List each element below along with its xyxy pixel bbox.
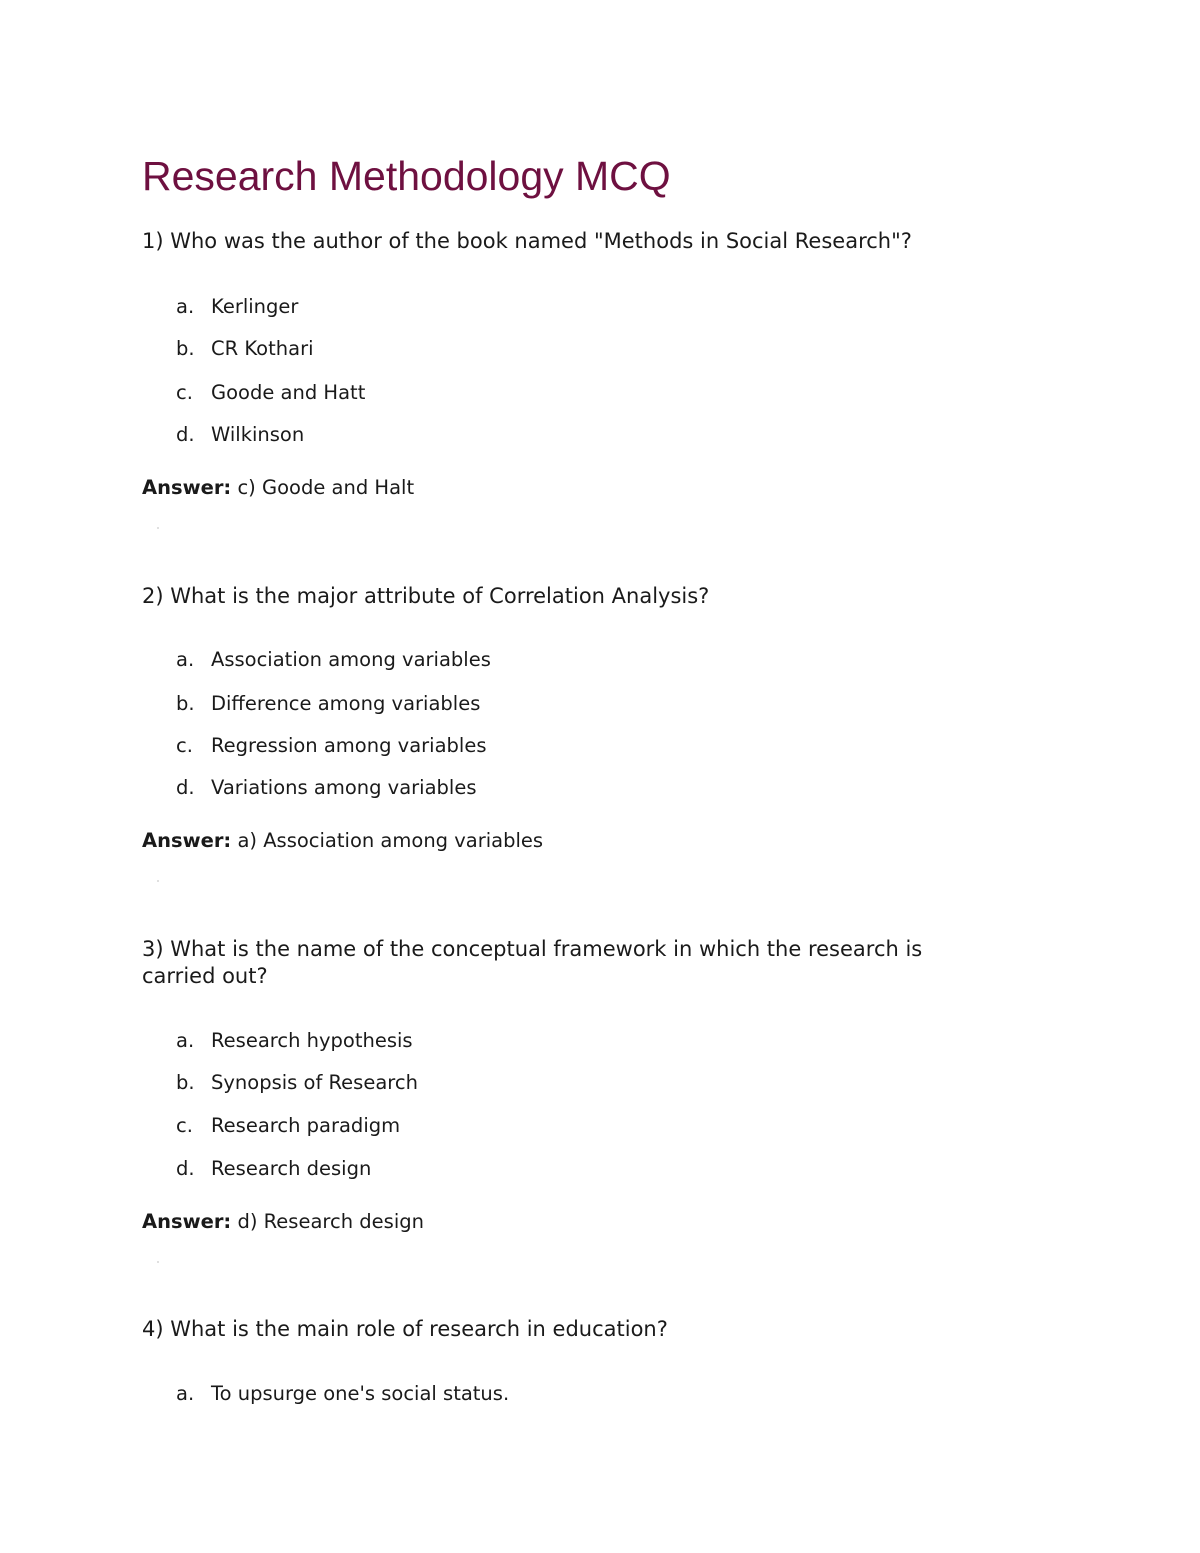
- option-letter: c.: [176, 381, 193, 404]
- question-3-option-b: [176, 1070, 418, 1096]
- separator-dot: [157, 880, 159, 882]
- question-3-option-d: [176, 1156, 371, 1182]
- option-letter: a.: [176, 1029, 195, 1052]
- answer-text: d) Research design: [237, 1210, 424, 1233]
- question-1-option-b: [176, 336, 314, 362]
- option-letter: a.: [176, 648, 195, 671]
- separator-dot: [157, 1261, 159, 1263]
- answer-label: Answer:: [142, 829, 232, 852]
- option-text: Kerlinger: [211, 295, 299, 318]
- page-title: Research Methodology MCQ: [142, 153, 671, 199]
- question-1-option-a: [176, 294, 298, 320]
- option-letter: d.: [176, 423, 195, 446]
- question-2-option-a: [176, 647, 491, 673]
- question-1: 1) Who was the author of the book named "Methods in Social Research"?: [142, 229, 912, 253]
- question-3-option-a: [176, 1028, 413, 1054]
- answer-label: Answer:: [142, 476, 232, 499]
- option-text: Association among variables: [211, 648, 491, 671]
- answer-text: c) Goode and Halt: [237, 476, 415, 499]
- option-text: Synopsis of Research: [211, 1071, 418, 1094]
- question-4-option-a: [176, 1381, 509, 1407]
- option-text: Research paradigm: [211, 1114, 401, 1137]
- option-letter: c.: [176, 1114, 193, 1137]
- answer-label: Answer:: [142, 1210, 232, 1233]
- option-text: CR Kothari: [211, 337, 314, 360]
- option-letter: d.: [176, 776, 195, 799]
- option-letter: b.: [176, 1071, 195, 1094]
- question-1-answer: [142, 475, 414, 501]
- question-4: 4) What is the main role of research in education?: [142, 1317, 668, 1341]
- option-text: Research hypothesis: [211, 1029, 413, 1052]
- option-text: Variations among variables: [211, 776, 477, 799]
- question-2-option-b: [176, 691, 480, 717]
- option-letter: d.: [176, 1157, 195, 1180]
- question-2-option-d: [176, 775, 477, 801]
- question-2-option-c: [176, 733, 487, 759]
- question-1-option-d: [176, 422, 304, 448]
- option-text: Difference among variables: [211, 692, 481, 715]
- question-2-answer: [142, 828, 543, 854]
- option-letter: a.: [176, 295, 195, 318]
- option-letter: b.: [176, 337, 195, 360]
- option-letter: a.: [176, 1382, 195, 1405]
- separator-dot: [157, 527, 159, 529]
- option-text: Wilkinson: [211, 423, 305, 446]
- option-letter: b.: [176, 692, 195, 715]
- option-text: Goode and Hatt: [211, 381, 366, 404]
- option-text: To upsurge one's social status.: [211, 1382, 510, 1405]
- question-3: 3) What is the name of the conceptual framework in which the research is carried out?: [142, 937, 923, 988]
- question-1-option-c: [176, 380, 365, 406]
- option-letter: c.: [176, 734, 193, 757]
- option-text: Regression among variables: [211, 734, 487, 757]
- option-text: Research design: [211, 1157, 372, 1180]
- question-3-option-c: [176, 1113, 400, 1139]
- answer-text: a) Association among variables: [237, 829, 544, 852]
- question-3-answer: [142, 1209, 424, 1235]
- question-2: 2) What is the major attribute of Correlation Analysis?: [142, 584, 710, 608]
